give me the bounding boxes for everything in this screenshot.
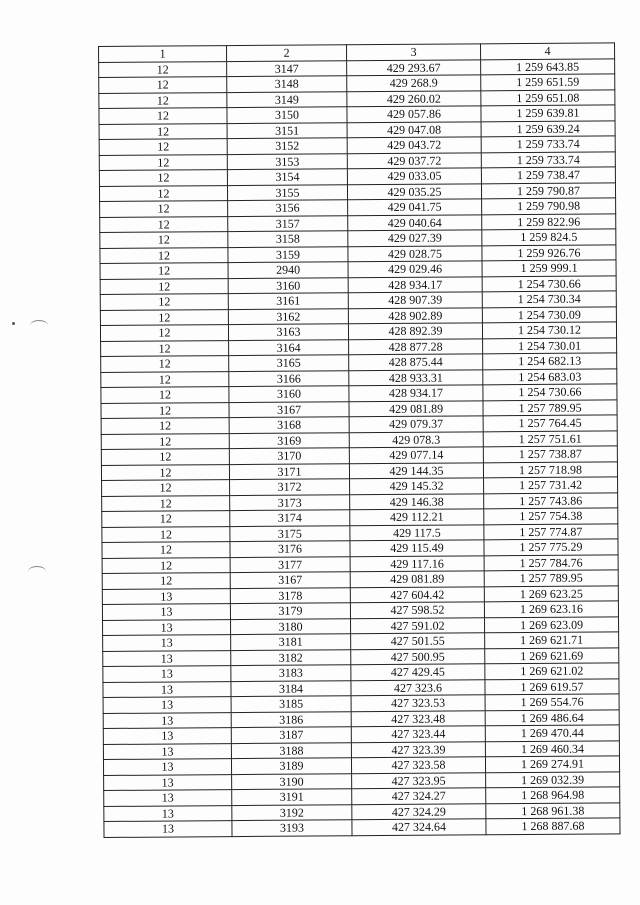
table-cell-col-4: 1 259 824.5 <box>482 229 616 245</box>
table-cell-col-1: 12 <box>101 340 229 356</box>
table-cell-col-1: 13 <box>103 759 231 775</box>
table-cell-col-4: 1 257 743.86 <box>484 492 618 508</box>
table-cell-col-4: 1 254 682.13 <box>483 353 617 369</box>
table-cell-col-3: 427 323.95 <box>352 772 486 788</box>
table-cell-col-3: 427 324.29 <box>352 803 486 819</box>
table-cell-col-4: 1 269 554.76 <box>485 694 619 710</box>
table-cell-col-4: 1 254 683.03 <box>483 368 617 384</box>
table-cell-col-1: 12 <box>100 216 228 232</box>
table-cell-col-2: 3185 <box>231 696 351 712</box>
table-cell-col-1: 12 <box>99 154 227 170</box>
table-cell-col-1: 13 <box>102 588 230 604</box>
table-cell-col-4: 1 268 887.68 <box>486 818 620 834</box>
table-cell-col-1: 12 <box>101 402 229 418</box>
table-cell-col-4: 1 269 486.64 <box>485 709 619 725</box>
table-cell-col-2: 3180 <box>231 618 351 634</box>
table-cell-col-1: 13 <box>104 805 232 821</box>
table-cell-col-1: 13 <box>103 619 231 635</box>
table-cell-col-2: 3176 <box>230 541 350 557</box>
punch-hole-mark <box>30 320 48 331</box>
table-cell-col-2: 3171 <box>229 463 349 479</box>
table-cell-col-4: 1 269 623.16 <box>484 601 618 617</box>
table-cell-col-4: 1 269 621.71 <box>485 632 619 648</box>
table-cell-col-4: 1 269 621.69 <box>485 647 619 663</box>
table-cell-col-1: 12 <box>99 77 227 93</box>
table-cell-col-2: 3187 <box>231 727 351 743</box>
table-cell-col-1: 13 <box>103 712 231 728</box>
table-cell-col-4: 1 269 274.91 <box>485 756 619 772</box>
table-cell-col-2: 3184 <box>231 680 351 696</box>
table-cell-col-2: 3167 <box>229 401 349 417</box>
table-cell-col-4: 1 268 964.98 <box>486 787 620 803</box>
table-cell-col-3: 428 907.39 <box>348 292 482 308</box>
table-cell-col-2: 3168 <box>229 417 349 433</box>
table-cell-col-3: 429 047.08 <box>347 121 481 137</box>
table-cell-col-4: 1 259 733.74 <box>481 136 615 152</box>
table-cell-col-2: 3190 <box>232 773 352 789</box>
table-cell-col-2: 3188 <box>231 742 351 758</box>
table-cell-col-4: 1 257 774.87 <box>484 523 618 539</box>
table-cell-col-4: 1 257 738.87 <box>483 446 617 462</box>
table-cell-col-4: 1 259 926.76 <box>482 244 616 260</box>
table-cell-col-2: 3169 <box>229 432 349 448</box>
table-cell-col-4: 1 257 764.45 <box>483 415 617 431</box>
table-cell-col-4: 1 259 643.85 <box>481 58 615 74</box>
table-cell-col-2: 3177 <box>230 556 350 572</box>
table-cell-col-1: 13 <box>103 697 231 713</box>
table-cell-col-1: 12 <box>99 61 227 77</box>
table-cell-col-4: 1 269 460.34 <box>485 740 619 756</box>
table-cell-col-1: 13 <box>102 604 230 620</box>
table-cell-col-3: 429 146.38 <box>350 493 484 509</box>
table-cell-col-3: 429 078.3 <box>349 431 483 447</box>
table-cell-col-2: 3182 <box>231 649 351 665</box>
table-cell-col-1: 12 <box>100 201 228 217</box>
table-cell-col-3: 429 115.49 <box>350 540 484 556</box>
table-cell-col-3: 427 324.64 <box>352 819 486 835</box>
table-cell-col-3: 428 877.28 <box>349 338 483 354</box>
table-cell-col-3: 429 112.21 <box>350 509 484 525</box>
table-cell-col-1: 12 <box>99 139 227 155</box>
table-cell-col-1: 12 <box>100 263 228 279</box>
table-cell-col-1: 12 <box>99 170 227 186</box>
table-cell-col-3: 429 041.75 <box>348 199 482 215</box>
table-cell-col-2: 3192 <box>232 804 352 820</box>
table-cell-col-2: 3159 <box>228 246 348 262</box>
table-cell-col-1: 12 <box>101 464 229 480</box>
table-cell-col-1: 12 <box>102 573 230 589</box>
table-cell-col-1: 12 <box>101 371 229 387</box>
table-cell-col-1: 12 <box>99 185 227 201</box>
table-cell-col-4: 1 257 754.38 <box>484 508 618 524</box>
table-cell-col-1: 12 <box>101 433 229 449</box>
table-cell-col-1: 12 <box>99 92 227 108</box>
table-cell-col-1: 12 <box>102 480 230 496</box>
table-cell-col-3: 429 293.67 <box>347 59 481 75</box>
table-cell-col-2: 3164 <box>229 339 349 355</box>
table-cell-col-4: 1 259 999.1 <box>482 260 616 276</box>
table-cell-col-2: 3174 <box>230 510 350 526</box>
table-cell-col-2: 3189 <box>231 758 351 774</box>
table-cell-col-3: 427 604.42 <box>350 586 484 602</box>
table-cell-col-2: 3149 <box>227 91 347 107</box>
table-cell-col-3: 427 323.6 <box>351 679 485 695</box>
table-cell-col-2: 3165 <box>229 355 349 371</box>
table-cell-col-3: 427 501.55 <box>351 633 485 649</box>
table-cell-col-2: 3173 <box>230 494 350 510</box>
table-cell-col-1: 12 <box>101 387 229 403</box>
table-cell-col-2: 3158 <box>228 231 348 247</box>
table-cell-col-2: 3154 <box>227 169 347 185</box>
table-cell-col-1: 13 <box>104 821 232 837</box>
table-cell-col-2: 2940 <box>228 262 348 278</box>
table-cell-col-4: 1 269 623.09 <box>484 616 618 632</box>
table-cell-col-2: 3186 <box>231 711 351 727</box>
table-cell-col-3: 428 902.89 <box>348 307 482 323</box>
table-cell-col-3: 429 268.9 <box>347 75 481 91</box>
table-cell-col-4: 1 259 790.87 <box>481 182 615 198</box>
table-cell-col-4: 1 269 470.44 <box>485 725 619 741</box>
table-cell-col-3: 427 591.02 <box>351 617 485 633</box>
table-cell-col-3: 429 145.32 <box>350 478 484 494</box>
table-cell-col-4: 1 254 730.09 <box>482 306 616 322</box>
coordinate-table-container <box>98 42 620 837</box>
header-col-3: 3 <box>346 44 480 60</box>
table-cell-col-3: 427 323.53 <box>351 695 485 711</box>
table-cell-col-1: 12 <box>100 309 228 325</box>
table-cell-col-3: 429 027.39 <box>348 230 482 246</box>
table-cell-col-1: 12 <box>101 418 229 434</box>
table-cell-col-3: 429 035.25 <box>347 183 481 199</box>
table-cell-col-4: 1 259 738.47 <box>481 167 615 183</box>
table-cell-col-4: 1 257 751.61 <box>483 430 617 446</box>
table-cell-col-4: 1 254 730.66 <box>483 384 617 400</box>
table-cell-col-2: 3161 <box>228 293 348 309</box>
table-cell-col-3: 429 043.72 <box>347 137 481 153</box>
table-cell-col-1: 12 <box>102 557 230 573</box>
table-cell-col-3: 428 934.17 <box>349 385 483 401</box>
table-cell-col-4: 1 269 032.39 <box>486 771 620 787</box>
table-cell-col-4: 1 254 730.34 <box>482 291 616 307</box>
table-cell-col-4: 1 259 822.96 <box>482 213 616 229</box>
table-cell-col-4: 1 257 731.42 <box>484 477 618 493</box>
table-cell-col-3: 429 081.89 <box>350 571 484 587</box>
table-cell-col-3: 429 028.75 <box>348 245 482 261</box>
table-cell-col-3: 428 934.17 <box>348 276 482 292</box>
table-cell-col-2: 3156 <box>228 200 348 216</box>
table-cell-col-2: 3147 <box>227 60 347 76</box>
table-cell-col-4: 1 259 651.08 <box>481 89 615 105</box>
table-cell-col-3: 429 077.14 <box>349 447 483 463</box>
table-cell-col-4: 1 257 789.95 <box>484 570 618 586</box>
table-cell-col-2: 3152 <box>227 138 347 154</box>
table-cell-col-1: 13 <box>103 728 231 744</box>
table-cell-col-1: 12 <box>100 247 228 263</box>
table-cell-col-1: 12 <box>101 449 229 465</box>
table-cell-col-4: 1 254 730.66 <box>482 275 616 291</box>
table-cell-col-2: 3175 <box>230 525 350 541</box>
table-cell-col-1: 12 <box>102 495 230 511</box>
table-cell-col-2: 3155 <box>227 184 347 200</box>
table-cell-col-3: 428 933.31 <box>349 369 483 385</box>
table-cell-col-3: 429 079.37 <box>349 416 483 432</box>
header-col-1: 1 <box>99 46 227 62</box>
table-cell-col-3: 427 323.48 <box>351 710 485 726</box>
table-cell-col-3: 429 037.72 <box>347 152 481 168</box>
table-cell-col-2: 3170 <box>229 448 349 464</box>
table-cell-col-3: 429 260.02 <box>347 90 481 106</box>
table-cell-col-2: 3179 <box>230 603 350 619</box>
table-cell-col-3: 427 598.52 <box>350 602 484 618</box>
table-cell-col-3: 428 875.44 <box>349 354 483 370</box>
table-cell-col-1: 12 <box>100 294 228 310</box>
table-cell-col-2: 3181 <box>231 634 351 650</box>
table-cell-col-4: 1 254 730.12 <box>482 322 616 338</box>
table-cell-col-1: 13 <box>104 790 232 806</box>
table-cell-col-4: 1 257 789.95 <box>483 399 617 415</box>
table-cell-col-3: 428 892.39 <box>348 323 482 339</box>
table-cell-col-2: 3150 <box>227 107 347 123</box>
table-cell-col-3: 427 500.95 <box>351 648 485 664</box>
table-cell-col-4: 1 254 730.01 <box>483 337 617 353</box>
table-cell-col-1: 12 <box>101 356 229 372</box>
table-cell-col-4: 1 259 733.74 <box>481 151 615 167</box>
table-cell-col-2: 3183 <box>231 665 351 681</box>
table-cell-col-1: 12 <box>102 526 230 542</box>
table-cell-col-1: 13 <box>103 743 231 759</box>
table-cell-col-2: 3160 <box>229 386 349 402</box>
table-cell-col-1: 12 <box>99 108 227 124</box>
scan-speck <box>12 322 15 325</box>
table-cell-col-4: 1 268 961.38 <box>486 802 620 818</box>
table-cell-col-2: 3151 <box>227 122 347 138</box>
table-cell-col-3: 427 323.39 <box>351 741 485 757</box>
table-cell-col-3: 429 081.89 <box>349 400 483 416</box>
table-cell-col-1: 13 <box>103 681 231 697</box>
table-cell-col-3: 427 323.44 <box>351 726 485 742</box>
table-cell-col-3: 429 057.86 <box>347 106 481 122</box>
header-col-2: 2 <box>227 45 347 61</box>
table-cell-col-1: 13 <box>103 650 231 666</box>
table-cell-col-1: 13 <box>104 774 232 790</box>
table-cell-col-1: 12 <box>100 325 228 341</box>
table-cell-col-2: 3163 <box>228 324 348 340</box>
table-cell-col-1: 12 <box>100 278 228 294</box>
table-row <box>104 818 620 837</box>
table-cell-col-4: 1 269 623.25 <box>484 585 618 601</box>
table-cell-col-3: 429 029.46 <box>348 261 482 277</box>
table-cell-col-2: 3166 <box>229 370 349 386</box>
table-cell-col-3: 427 323.58 <box>351 757 485 773</box>
table-cell-col-4: 1 257 775.29 <box>484 539 618 555</box>
table-cell-col-3: 429 033.05 <box>347 168 481 184</box>
table-cell-col-4: 1 257 784.76 <box>484 554 618 570</box>
table-cell-col-4: 1 269 621.02 <box>485 663 619 679</box>
table-cell-col-4: 1 259 651.59 <box>481 74 615 90</box>
table-cell-col-1: 12 <box>102 542 230 558</box>
table-cell-col-2: 3193 <box>232 820 352 836</box>
table-cell-col-1: 12 <box>99 123 227 139</box>
table-cell-col-4: 1 259 790.98 <box>482 198 616 214</box>
header-col-4: 4 <box>480 43 614 59</box>
table-cell-col-4: 1 257 718.98 <box>483 461 617 477</box>
table-cell-col-3: 429 040.64 <box>348 214 482 230</box>
table-cell-col-4: 1 259 639.24 <box>481 120 615 136</box>
table-cell-col-2: 3148 <box>227 76 347 92</box>
table-body <box>99 58 620 837</box>
table-cell-col-3: 429 144.35 <box>349 462 483 478</box>
table-cell-col-2: 3157 <box>228 215 348 231</box>
table-cell-col-2: 3162 <box>228 308 348 324</box>
table-cell-col-4: 1 269 619.57 <box>485 678 619 694</box>
table-cell-col-2: 3160 <box>228 277 348 293</box>
table-cell-col-3: 429 117.5 <box>350 524 484 540</box>
table-cell-col-3: 427 324.27 <box>352 788 486 804</box>
table-cell-col-1: 13 <box>103 666 231 682</box>
table-cell-col-2: 3153 <box>227 153 347 169</box>
table-cell-col-2: 3178 <box>230 587 350 603</box>
table-cell-col-2: 3167 <box>230 572 350 588</box>
table-cell-col-2: 3172 <box>230 479 350 495</box>
table-cell-col-1: 13 <box>103 635 231 651</box>
punch-hole-mark <box>28 566 46 577</box>
table-cell-col-2: 3191 <box>232 789 352 805</box>
table-cell-col-4: 1 259 639.81 <box>481 105 615 121</box>
table-cell-col-3: 427 429.45 <box>351 664 485 680</box>
table-cell-col-1: 12 <box>100 232 228 248</box>
table-cell-col-3: 429 117.16 <box>350 555 484 571</box>
coordinate-table <box>98 42 621 837</box>
table-cell-col-1: 12 <box>102 511 230 527</box>
